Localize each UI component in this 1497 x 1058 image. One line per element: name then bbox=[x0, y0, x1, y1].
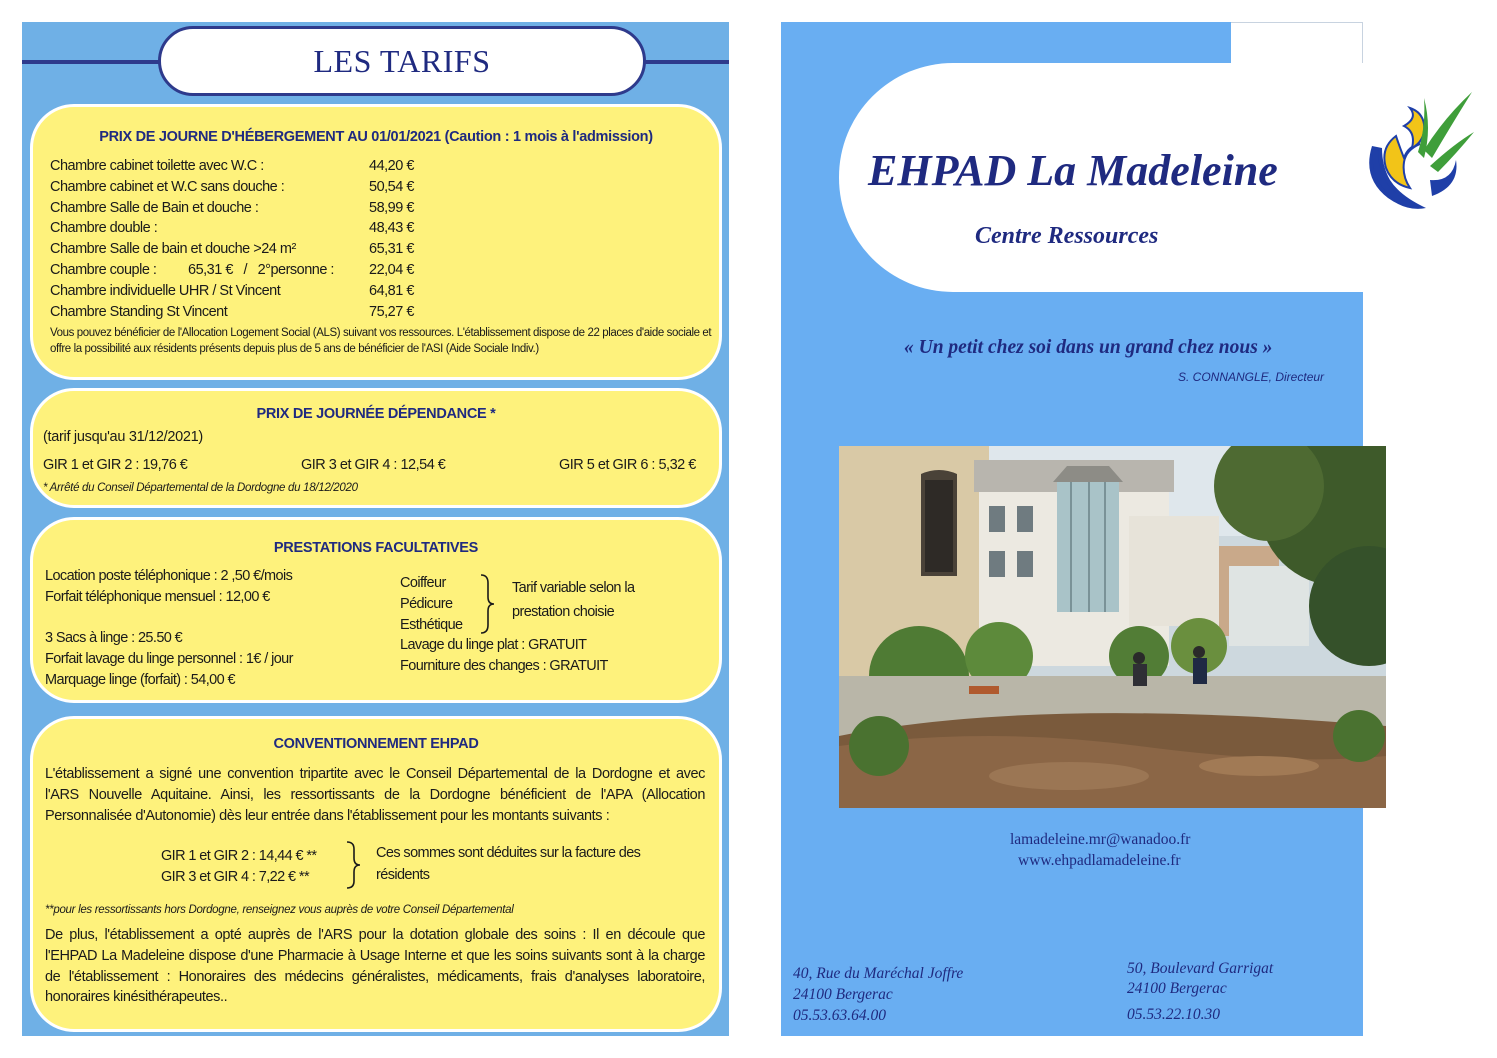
prestation-item: Location poste téléphonique : 2 ,50 €/mois bbox=[45, 568, 293, 584]
service-item: Lavage du linge plat : GRATUIT bbox=[400, 637, 587, 654]
dependance-box bbox=[30, 388, 722, 508]
quote-author: S. CONNANGLE, Directeur bbox=[1178, 370, 1325, 384]
brace-icon bbox=[343, 840, 367, 890]
gir-rate: GIR 3 et GIR 4 : 12,54 € bbox=[301, 457, 446, 473]
convention-gir: GIR 1 et GIR 2 : 14,44 € ** bbox=[161, 848, 317, 864]
rate-value: 65,31 € bbox=[369, 241, 414, 258]
rate-row bbox=[50, 179, 710, 200]
garden-courtyard-photo-icon bbox=[839, 446, 1386, 808]
rate-row bbox=[50, 262, 710, 283]
rate-row bbox=[50, 283, 710, 304]
rate-row bbox=[50, 304, 710, 325]
email-link[interactable]: lamadeleine.mr@wanadoo.fr bbox=[1010, 831, 1191, 848]
address-line: 24100 Bergerac bbox=[793, 986, 893, 1003]
brand-title: EHPAD La Madeleine bbox=[868, 146, 1278, 195]
variable-note bbox=[512, 576, 634, 624]
deduct-note bbox=[376, 842, 640, 886]
convention-gir-list bbox=[161, 846, 316, 888]
address-line: 24100 Bergerac bbox=[1127, 980, 1227, 997]
rate-table bbox=[50, 158, 710, 324]
rate-row bbox=[50, 158, 710, 179]
prestation-item: Marquage linge (forfait) : 54,00 € bbox=[45, 671, 235, 688]
rate-row bbox=[50, 241, 710, 262]
prestation-item: 3 Sacs à linge : 25.50 € bbox=[45, 630, 183, 647]
rate-label: Chambre Salle de Bain et douche : bbox=[50, 199, 259, 216]
hebergement-box bbox=[30, 104, 722, 380]
address-primary bbox=[793, 963, 963, 1026]
brace-icon bbox=[477, 573, 501, 635]
address-line: 40, Rue du Maréchal Joffre bbox=[793, 965, 964, 982]
rate-label: Chambre Salle de bain et douche >24 m² bbox=[50, 241, 296, 258]
dependance-note: * Arrêté du Conseil Départemental de la Dordogne du 18/12/2020 bbox=[43, 482, 358, 494]
motto-quote: « Un petit chez soi dans un grand chez nous » bbox=[904, 337, 1273, 358]
prestation-spacer bbox=[45, 608, 293, 629]
phone-number: 05.53.22.10.30 bbox=[1127, 1006, 1220, 1023]
rate-value: 22,04 € bbox=[369, 261, 414, 278]
rate-label: Chambre couple : bbox=[50, 261, 157, 278]
rate-label: Chambre double : bbox=[50, 220, 158, 237]
service-item: Esthétique bbox=[400, 616, 463, 633]
convention-paragraph: De plus, l'établissement a opté auprès de l'ARS pour la dotation globale des soins : Il en découle que l'EHPAD La Madeleine dispose d'une Pharmacie à Usage Interne et que les soins suivants sont à la charge de l'établissement : Honoraires des médecins généralistes, médicaments, frais d'analyses laboratoire, honoraires kinésithérapeutes.. bbox=[45, 927, 705, 1006]
convention-paragraph: L'établissement a signé une convention tripartite avec le Conseil Départemental de la Dordogne et avec l'ARS Nouvelle Aquitaine. Ainsi, les ressortissants de la Dordogne bénéficient de l'APA (Allocation Personnalisée d'Autonomie) dès leur entrée dans l'établissement pour les montants suivants : bbox=[45, 766, 705, 824]
brand-subtitle: Centre Ressources bbox=[975, 223, 1159, 249]
phone-number: 05.53.63.64.00 bbox=[793, 1007, 886, 1024]
flame-leaf-logo-icon bbox=[1360, 88, 1478, 230]
convention-gir: GIR 3 et GIR 4 : 7,22 € ** bbox=[161, 868, 310, 885]
tarifs-panel bbox=[22, 22, 729, 1036]
address-line: 50, Boulevard Garrigat bbox=[1127, 960, 1274, 977]
convention-note: **pour les ressortissants hors Dordogne, renseignez vous auprès de votre Conseil Départemental bbox=[45, 904, 514, 916]
deduct-line: résidents bbox=[376, 867, 430, 883]
panel-notch bbox=[1231, 22, 1363, 64]
prestation-item: Forfait téléphonique mensuel : 12,00 € bbox=[45, 588, 270, 605]
rate-row bbox=[50, 200, 710, 221]
rate-label: Chambre cabinet toilette avec W.C : bbox=[50, 158, 264, 174]
convention-heading: CONVENTIONNEMENT EHPAD bbox=[273, 736, 479, 752]
prestation-item: Forfait lavage du linge personnel : 1€ / jour bbox=[45, 651, 293, 668]
rate-value: 64,81 € bbox=[369, 282, 414, 299]
address-secondary bbox=[1127, 959, 1273, 1025]
dependance-subtitle: (tarif jusqu'au 31/12/2021) bbox=[43, 429, 203, 445]
gir-rate: GIR 5 et GIR 6 : 5,32 € bbox=[559, 457, 696, 473]
rate-label: Chambre cabinet et W.C sans douche : bbox=[50, 178, 285, 195]
prestations-left-list bbox=[45, 566, 293, 691]
rate-value: 58,99 € bbox=[369, 199, 414, 216]
service-item: Fourniture des changes : GRATUIT bbox=[400, 658, 608, 675]
prestations-heading: PRESTATIONS FACULTATIVES bbox=[273, 540, 479, 556]
service-item: Coiffeur bbox=[400, 575, 446, 591]
hebergement-heading: PRIX DE JOURNE D'HÉBERGEMENT AU 01/01/2021 (Caution : 1 mois à l'admission) bbox=[99, 129, 653, 145]
rate-extra: 65,31 € / 2°personne : bbox=[188, 261, 334, 278]
variable-note-line: prestation choisie bbox=[512, 604, 615, 620]
rate-value: 48,43 € bbox=[369, 220, 414, 237]
convention-box bbox=[30, 716, 722, 1032]
dependance-heading: PRIX DE JOURNÉE DÉPENDANCE * bbox=[256, 406, 496, 422]
prestations-box bbox=[30, 517, 722, 703]
rate-value: 44,20 € bbox=[369, 158, 414, 174]
rate-value: 75,27 € bbox=[369, 303, 414, 320]
service-item: Pédicure bbox=[400, 595, 453, 612]
rate-label: Chambre Standing St Vincent bbox=[50, 303, 228, 320]
als-note: Vous pouvez bénéficier de l'Allocation Logement Social (ALS) suivant vos ressources. L'établissement dispose de 22 places d'aide sociale et offre la possibilité aux résidents présents depuis plus de 5 ans de bénéficier de l'ASI (Aide Sociale Indiv.) bbox=[50, 327, 712, 355]
rate-value: 50,54 € bbox=[369, 178, 414, 195]
website-link[interactable]: www.ehpadlamadeleine.fr bbox=[1018, 852, 1181, 869]
deduct-line: Ces sommes sont déduites sur la facture des bbox=[376, 845, 641, 861]
tarifs-title: LES TARIFS bbox=[158, 26, 646, 96]
gir-rate: GIR 1 et GIR 2 : 19,76 € bbox=[43, 457, 188, 473]
rate-label: Chambre individuelle UHR / St Vincent bbox=[50, 282, 281, 299]
variable-note-line: Tarif variable selon la bbox=[512, 580, 635, 596]
rate-row bbox=[50, 220, 710, 241]
